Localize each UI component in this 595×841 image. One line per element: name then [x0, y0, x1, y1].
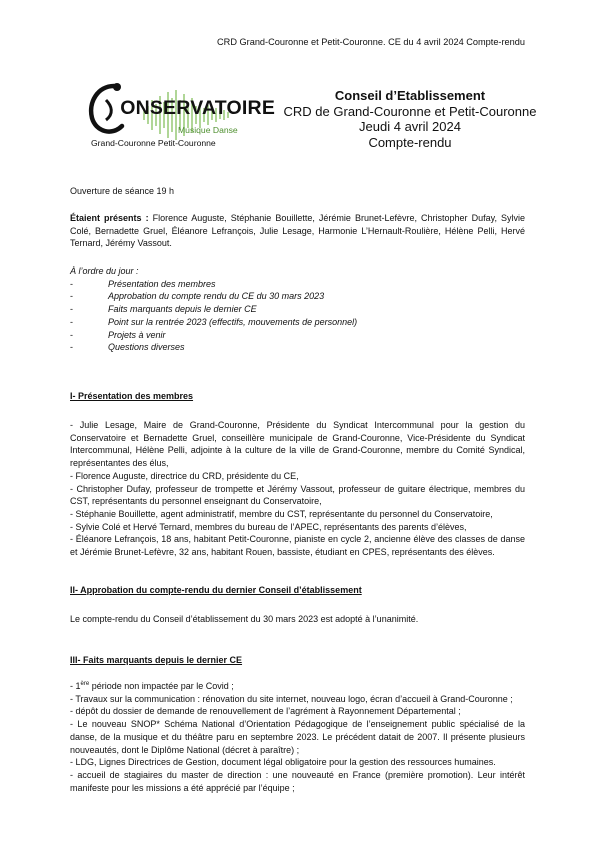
member-paragraph: - Julie Lesage, Maire de Grand-Couronne, Présidente du Syndicat Intercommunal pour la gestion du Conservatoire et Bernadette Gruel, conseillère municipale de Grand-Couronne, Vice-Présidente du Syndicat Intercommunal, Hélène Pelli, adjointe à la culture de la ville de Grand-Couronne, membre du Comité Syndical, représentantes des élus,	[70, 420, 525, 469]
logo-wordmark: ONSERVATOIRE	[120, 97, 276, 119]
document-title	[255, 88, 565, 150]
highlight-item: - LDG, Lignes Directrices de Gestion, document légal obligatoire pour la gestion des ressources humaines.	[70, 757, 496, 768]
agenda-label: À l’ordre du jour :	[70, 266, 139, 276]
approval-text: Le compte-rendu du Conseil d’établissement du 30 mars 2023 est adopté à l’unanimité.	[70, 614, 419, 624]
highlight-item: - Travaux sur la communication : rénovation du site internet, nouveau logo, écran d’accueil à Grand-Couronne ;	[70, 693, 513, 704]
title-line-1: Conseil d’Etablissement	[334, 88, 486, 103]
member-paragraph: - Florence Auguste, directrice du CRD, présidente du CE,	[70, 470, 299, 481]
section-1-heading: I- Présentation des membres	[70, 391, 194, 401]
section-3-heading: III- Faits marquants depuis le dernier CE	[70, 655, 243, 665]
member-paragraph: - Éléanore Lefrançois, 18 ans, habitant Petit-Couronne, pianiste en cycle 2, ancienne élève des classes de danse et Jérémie Brunet-Lefèvre, 32 ans, habitant Rouen, bassiste, étudiant en CPES, représentants des élèves.	[70, 534, 525, 558]
title-line-3: Jeudi 4 avril 2024	[359, 119, 461, 134]
section-2-heading: II- Approbation du compte-rendu du dernier Conseil d’établissement	[70, 585, 362, 595]
section-2-body	[70, 613, 525, 626]
agenda-item: - Projets à venir	[70, 329, 166, 340]
attendance-list: Florence Auguste, Stéphanie Bouillette, Jérémie Brunet-Lefèvre, Christopher Dufay, Sylvie Colé, Bernadette Gruel, Éléanore Lefrançois, Julie Lesage, Harmonie L’Hernault-Roulière, Hélène Pelli, Hervé Ternard, Jérémy Vassout.	[70, 213, 525, 249]
agenda-item: - Présentation des membres	[70, 278, 216, 289]
agenda	[70, 265, 525, 354]
logo-graphic	[84, 80, 244, 160]
member-paragraph: - Stéphanie Bouillette, agent administratif, membre du CST, représentante du personnel du Conservatoire,	[70, 508, 493, 519]
opening-line	[70, 185, 525, 198]
attendance-label: Étaient présents :	[70, 213, 149, 223]
highlight-item: - 1ère période non impactée par le Covid ;	[70, 681, 234, 691]
member-paragraph: - Sylvie Colé et Hervé Ternard, membres du bureau de l’APEC, représentants des parents d’élèves,	[70, 521, 467, 532]
attendance-paragraph	[70, 212, 525, 250]
title-line-2: CRD de Grand-Couronne et Petit-Couronne	[283, 103, 537, 119]
highlight-item: - dépôt du dossier de demande de renouvellement de l’agrément à Rayonnement Départemental ;	[70, 706, 461, 717]
running-header: CRD Grand-Couronne et Petit-Couronne. CE du 4 avril 2024 Compte-rendu	[217, 37, 525, 47]
highlight-item: - accueil de stagiaires du master de direction : une nouveauté en France (première promotion). Leur intérêt manifeste pour les missions a été apprécié par l’équipe ;	[70, 769, 525, 793]
conservatoire-logo	[84, 80, 276, 160]
section-1-body	[70, 419, 525, 559]
agenda-item: - Approbation du compte rendu du CE du 30 mars 2023	[70, 291, 325, 302]
member-paragraph: - Christopher Dufay, professeur de trompette et Jérémy Vassout, professeur de guitare électrique, membres du CST, représentants du personnel enseignant du Conservatoire,	[70, 483, 525, 507]
logo-location: Grand-Couronne Petit-Couronne	[91, 138, 216, 148]
opening-text: Ouverture de séance 19 h	[70, 186, 175, 196]
logo-subtitle: Musique Danse	[178, 125, 238, 135]
section-3-body	[70, 680, 525, 794]
agenda-item: - Questions diverses	[70, 342, 185, 353]
agenda-item: - Point sur la rentrée 2023 (effectifs, mouvements de personnel)	[70, 316, 358, 327]
highlight-item: - Le nouveau SNOP* Schéma National d’Orientation Pédagogique de l’enseignement public spécialisé de la danse, de la musique et du théâtre paru en septembre 2023. Le précédent datait de 2007. Il présente plusieurs nouveautés, dont le Diplôme National (décret à paraître) ;	[70, 719, 525, 755]
title-line-4: Compte-rendu	[368, 134, 452, 150]
agenda-item: - Faits marquants depuis le dernier CE	[70, 304, 257, 315]
